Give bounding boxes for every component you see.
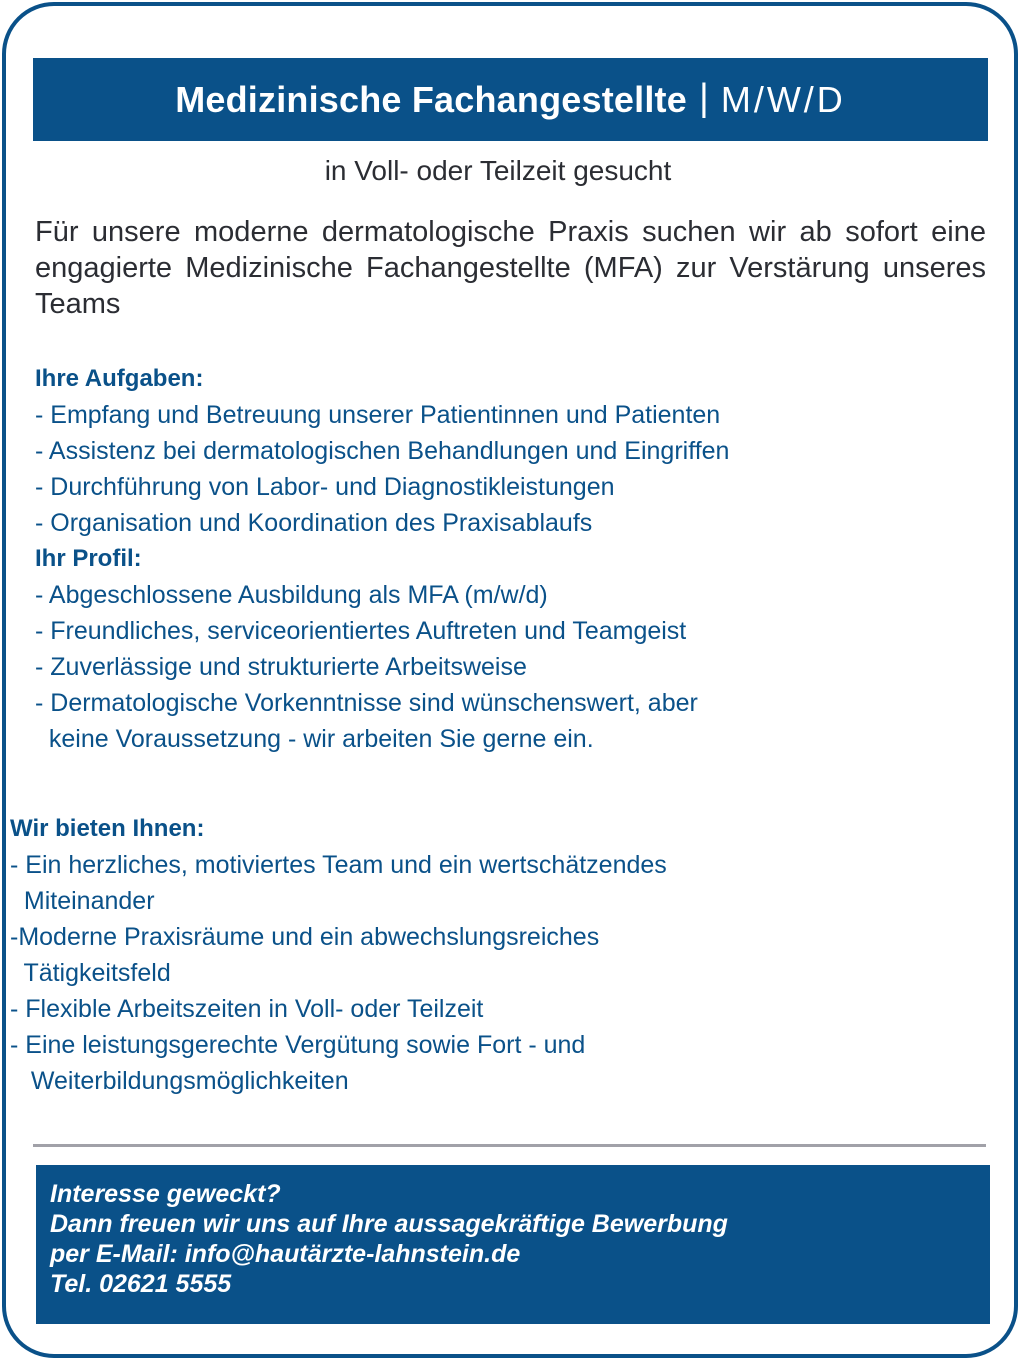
list-item: - Dermatologische Vorkenntnisse sind wünschenswert, aber	[35, 689, 698, 717]
list-item-continuation: Weiterbildungsmöglichkeiten	[10, 1067, 349, 1095]
tasks-section	[35, 361, 729, 541]
list-item: - Durchführung von Labor- und Diagnostikleistungen	[35, 473, 615, 501]
list-item: - Flexible Arbeitszeiten in Voll- oder Teilzeit	[10, 995, 484, 1023]
job-title: Medizinische Fachangestellte	[175, 78, 687, 120]
contact-box	[36, 1165, 990, 1324]
contact-email[interactable]: per E-Mail: info@hautärzte-lahnstein.de	[50, 1240, 521, 1268]
profile-section	[35, 541, 698, 757]
employment-type-subtitle: in Voll- oder Teilzeit gesucht	[324, 155, 672, 186]
profile-heading: Ihr Profil:	[35, 545, 142, 572]
list-item: - Organisation und Koordination des Praxisablaufs	[35, 509, 593, 537]
list-item-continuation: Tätigkeitsfeld	[10, 959, 171, 987]
list-item: - Freundliches, serviceorientiertes Auftreten und Teamgeist	[35, 617, 687, 645]
gender-suffix: M/W/D	[720, 78, 846, 120]
offer-section	[10, 811, 667, 1099]
tasks-heading: Ihre Aufgaben:	[35, 365, 204, 392]
list-item-continuation: Miteinander	[10, 887, 155, 915]
contact-phone[interactable]: Tel. 02621 5555	[50, 1270, 232, 1298]
list-item: - Eine leistungsgerechte Vergütung sowie Fort - und	[10, 1031, 586, 1059]
intro-paragraph: Für unsere moderne dermatologische Praxis suchen wir ab sofort eine engagierte Medizinische Fachangestellte (MFA) zur Verstärung unseres Teams	[35, 216, 986, 320]
list-item-continuation: keine Voraussetzung - wir arbeiten Sie gerne ein.	[35, 725, 594, 753]
offer-heading: Wir bieten Ihnen:	[10, 815, 205, 842]
contact-callout: Interesse geweckt?	[50, 1180, 281, 1208]
list-item: -Moderne Praxisräume und ein abwechslungsreiches	[10, 923, 600, 951]
title-banner	[33, 58, 988, 141]
list-item: - Ein herzliches, motiviertes Team und ein wertschätzendes	[10, 851, 667, 879]
section-divider	[33, 1144, 986, 1147]
contact-application-text: Dann freuen wir uns auf Ihre aussagekräftige Bewerbung	[50, 1210, 728, 1238]
list-item: - Zuverlässige und strukturierte Arbeitsweise	[35, 653, 527, 681]
title-separator: |	[698, 77, 709, 119]
list-item: - Abgeschlossene Ausbildung als MFA (m/w/d)	[35, 581, 548, 609]
list-item: - Empfang und Betreuung unserer Patientinnen und Patienten	[35, 401, 721, 429]
list-item: - Assistenz bei dermatologischen Behandlungen und Eingriffen	[35, 437, 730, 465]
